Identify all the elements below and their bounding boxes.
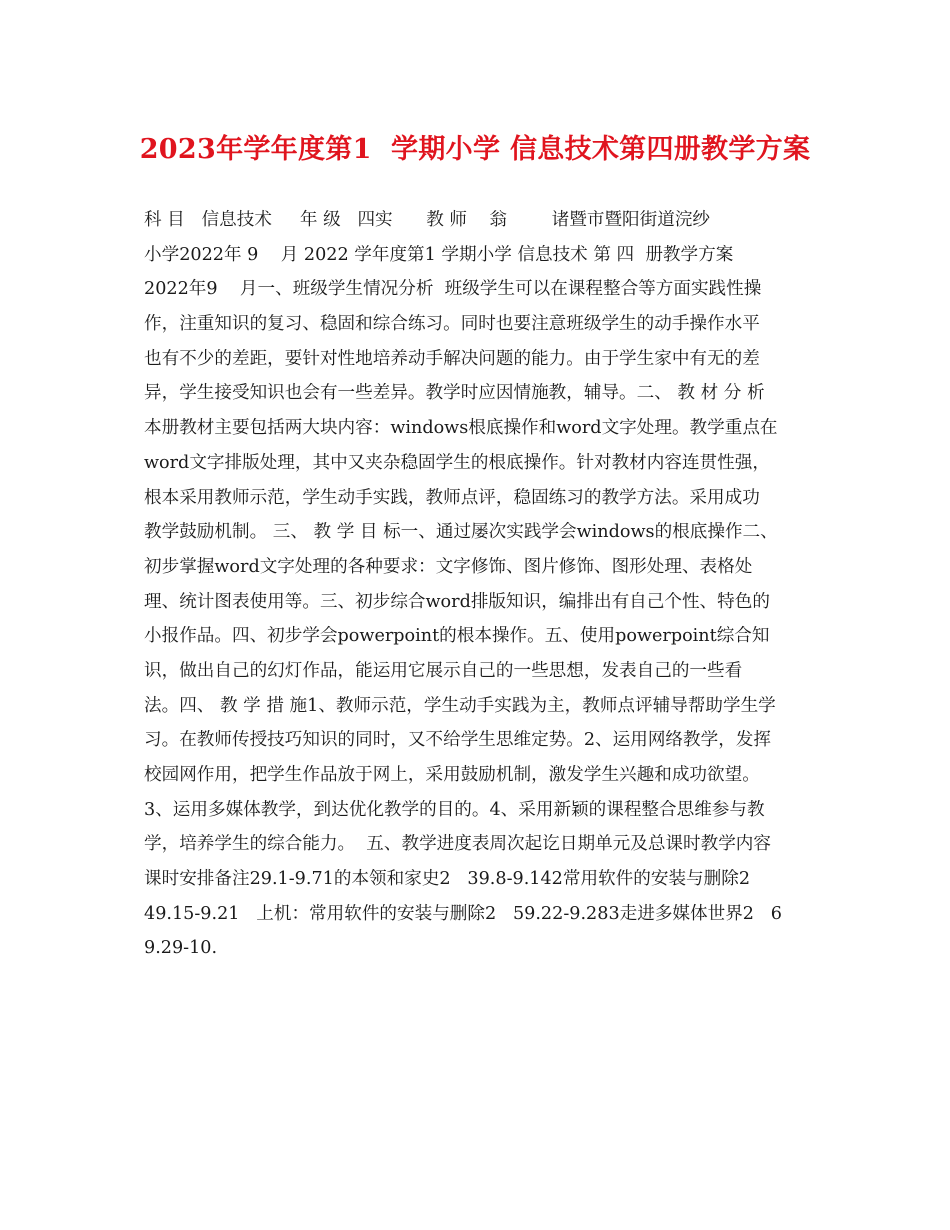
body-line: 教学鼓励机制。 三、 教 学 目 标一、通过屡次实践学会windows的根底操作二、 bbox=[144, 522, 778, 543]
body-line: 理、统计图表使用等。三、初步综合word排版知识，编排出有自己个性、特色的 bbox=[144, 591, 770, 612]
body-line: 小报作品。四、初步学会powerpoint的根本操作。五、使用powerpoint综合知 bbox=[144, 626, 770, 647]
body-line: word文字排版处理，其中又夹杂稳固学生的根底操作。针对教材内容连贯性强， bbox=[144, 452, 770, 473]
body-line: 也有不少的差距，要针对性地培养动手解决问题的能力。由于学生家中有无的差 bbox=[144, 348, 760, 369]
body-line: 校园网作用，把学生作品放于网上，采用鼓励机制，激发学生兴趣和成功欲望。 bbox=[144, 765, 760, 785]
body-line: 9.29-10. bbox=[144, 938, 218, 959]
body-line: 科 目 信息技术 年 级 四实 教 师 翁 诸暨市暨阳街道浣纱 bbox=[144, 210, 711, 230]
body-line: 异，学生接受知识也会有一些差异。教学时应因情施教，辅导。二、 教 材 分 析 bbox=[144, 383, 765, 404]
body-line: 课时安排备注29.1-9.71的本领和家史2 39.8-9.142常用软件的安装与删除2 bbox=[144, 869, 751, 890]
body-line: 初步掌握word文字处理的各种要求：文字修饰、图片修饰、图形处理、表格处 bbox=[144, 556, 753, 577]
body-line: 识，做出自己的幻灯作品，能运用它展示自己的一些思想，发表自己的一些看 bbox=[144, 660, 743, 681]
body-line: 2022年9 月一、班级学生情况分析 班级学生可以在课程整合等方面实践性操 bbox=[144, 279, 762, 300]
body-line: 作，注重知识的复习、稳固和综合练习。同时也要注意班级学生的动手操作水平 bbox=[144, 314, 760, 335]
body-line: 学，培养学生的综合能力。 五、教学进度表周次起讫日期单元及总课时教学内容 bbox=[144, 834, 771, 855]
body-line: 49.15-9.21 上机：常用软件的安装与删除2 59.22-9.283走进多媒体世界2 6 bbox=[144, 903, 782, 924]
document-title: 2023年学年度第1 学期小学 信息技术第四册教学方案 bbox=[139, 134, 811, 165]
body-line: 3、运用多媒体教学，到达优化教学的目的。4、采用新颖的课程整合思维参与教 bbox=[144, 799, 765, 820]
body-line: 法。四、 教 学 措 施1、教师示范，学生动手实践为主，教师点评辅导帮助学生学 bbox=[144, 695, 776, 716]
document-body bbox=[144, 203, 814, 966]
body-line: 本册教材主要包括两大块内容：windows根底操作和word文字处理。教学重点在 bbox=[144, 418, 778, 439]
body-line: 根本采用教师示范，学生动手实践，教师点评，稳固练习的教学方法。采用成功 bbox=[144, 487, 760, 508]
body-line: 习。在教师传授技巧知识的同时，又不给学生思维定势。2、运用网络教学，发挥 bbox=[144, 730, 771, 751]
body-line: 小学2022年 9 月 2022 学年度第1 学期小学 信息技术 第 四 册教学方案 bbox=[144, 244, 734, 265]
